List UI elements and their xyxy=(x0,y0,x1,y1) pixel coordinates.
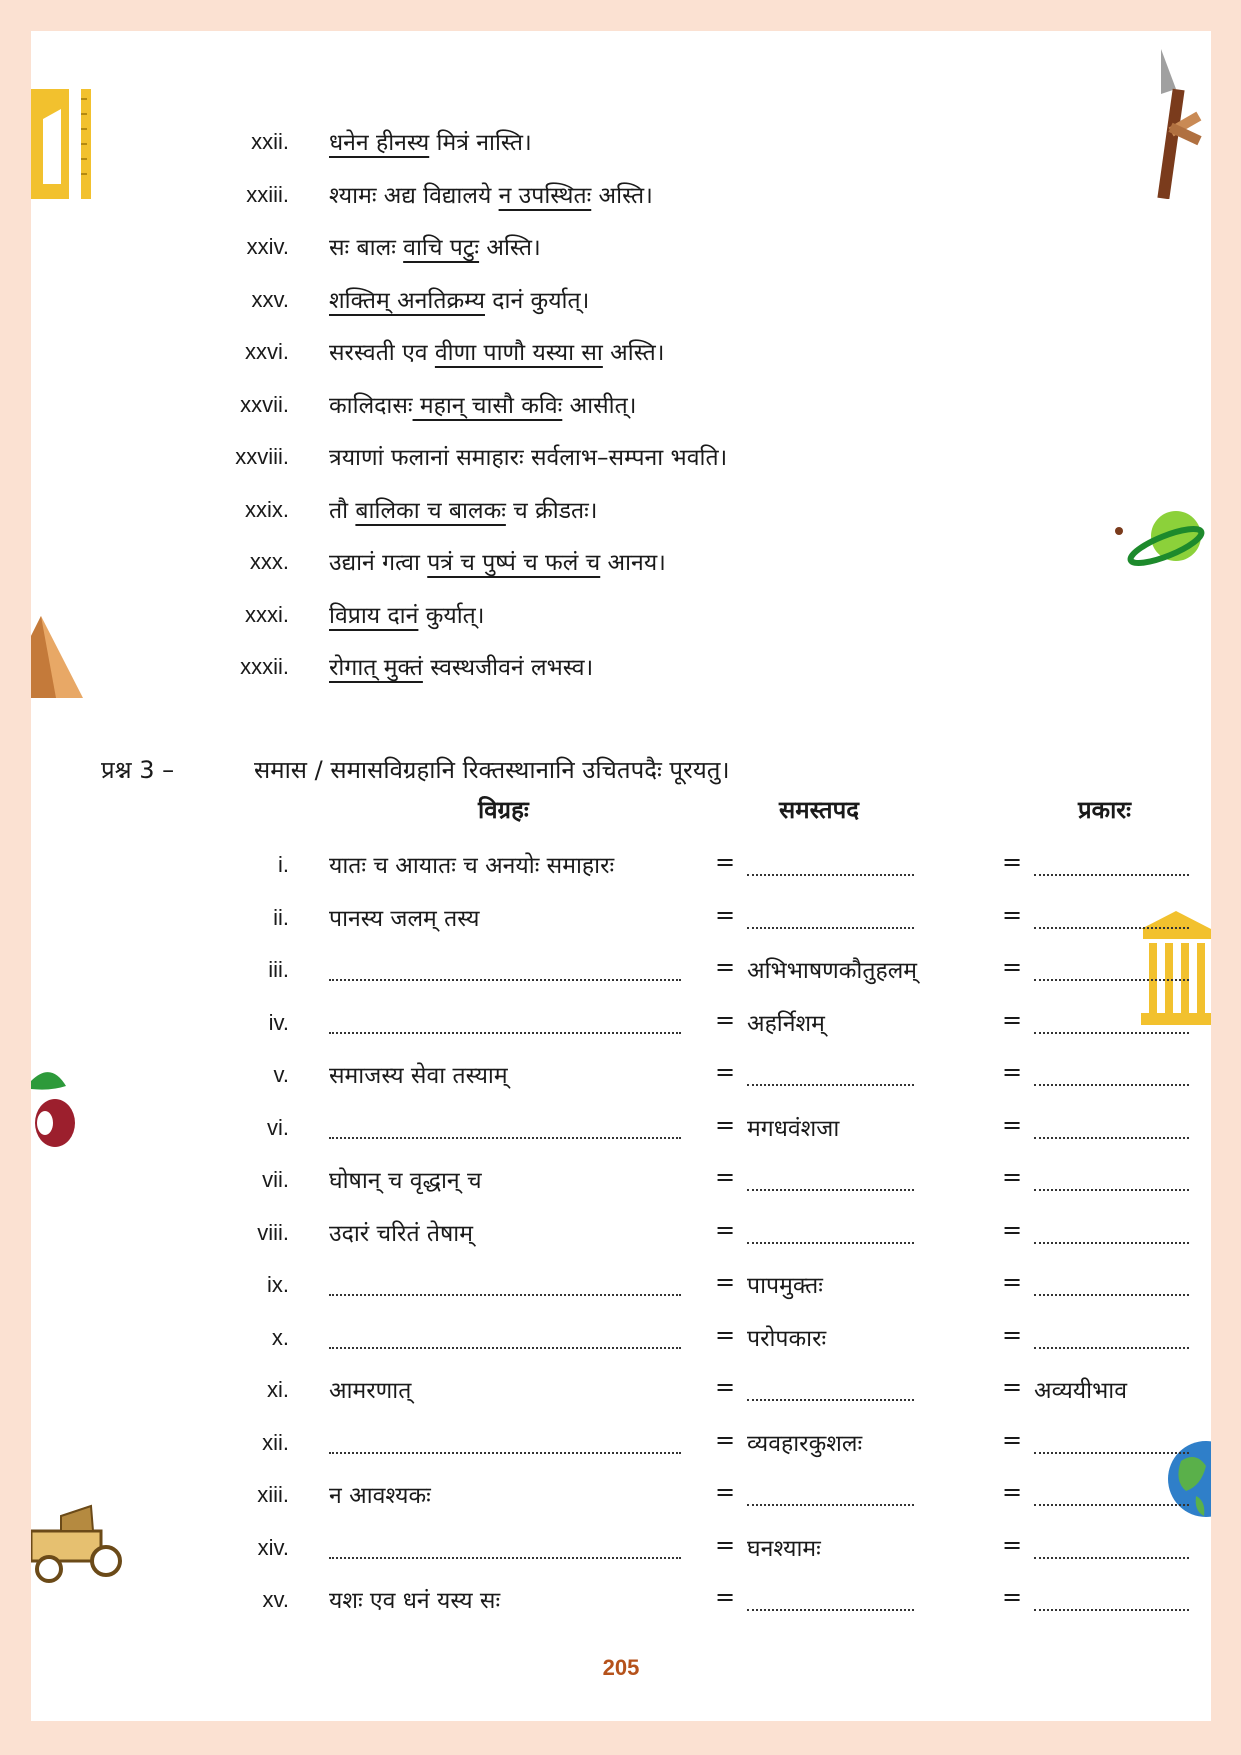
equals-sign: = xyxy=(715,1425,736,1454)
equals-sign: = xyxy=(715,1530,736,1559)
sentence-number: xxxii. xyxy=(240,654,289,679)
equals-sign: = xyxy=(715,1320,736,1349)
samastapada-blank[interactable] xyxy=(747,927,914,929)
underlined-phrase: न उपस्थितः xyxy=(498,182,592,209)
equals-sign: = xyxy=(715,1163,736,1191)
equals-sign: = xyxy=(715,1215,736,1244)
sentence-text xyxy=(329,125,532,157)
underlined-phrase: वाचि पटुः xyxy=(403,235,480,261)
row-number: xi. xyxy=(267,1377,289,1402)
textbook-page xyxy=(31,31,1211,1721)
equals-sign: = xyxy=(1002,1583,1023,1611)
cart-icon xyxy=(31,1501,126,1586)
equals-sign: = xyxy=(1002,1215,1023,1244)
vigraha-blank[interactable] xyxy=(329,1557,681,1559)
prakara-blank[interactable] xyxy=(1034,1557,1189,1559)
underlined-phrase: पत्रं च पुष्पं च फलं च xyxy=(427,550,601,576)
underlined-phrase: शक्तिम् अनतिक्रम्य xyxy=(329,287,485,314)
underlined-phrase: धनेन हीनस्य xyxy=(329,130,430,156)
prakara-blank[interactable] xyxy=(1034,979,1189,981)
sentence-number: xxviii. xyxy=(235,444,289,469)
prakara-blank[interactable] xyxy=(1034,1032,1189,1034)
sentence-number: xxv. xyxy=(251,286,289,312)
samastapada-blank[interactable] xyxy=(747,1189,914,1191)
sentence-number: xxxi. xyxy=(245,601,289,627)
vigraha-text: उदारं चरितं तेषाम् xyxy=(329,1220,473,1247)
equals-sign: = xyxy=(715,1583,736,1611)
samastapada-blank[interactable] xyxy=(747,1084,914,1086)
prakara-blank[interactable] xyxy=(1034,1504,1189,1506)
samastapada-blank[interactable] xyxy=(747,1504,914,1506)
prakara-blank[interactable] xyxy=(1034,1294,1189,1296)
planet-icon xyxy=(1111,506,1211,576)
row-number: i. xyxy=(278,852,289,877)
equals-sign: = xyxy=(1002,1530,1023,1559)
equals-sign: = xyxy=(1002,1268,1023,1296)
prakara-blank[interactable] xyxy=(1034,1242,1189,1244)
row-number: iii. xyxy=(268,957,289,982)
row-number: ii. xyxy=(273,904,289,930)
vigraha-blank[interactable] xyxy=(329,1294,681,1296)
samastapada-text: अहर्निशम् xyxy=(747,1010,825,1037)
equals-sign: = xyxy=(715,1268,736,1296)
row-number: vi. xyxy=(267,1114,289,1140)
samastapada-blank[interactable] xyxy=(747,1399,914,1401)
question-text: समास / समासविग्रहानि रिक्तस्थानानि उचितपदैः पूरयतु। xyxy=(254,756,730,784)
equals-sign: = xyxy=(1002,1425,1023,1454)
equals-sign: = xyxy=(1002,953,1023,981)
sentence-fragment: स्वस्थजीवनं लभस्व। xyxy=(422,655,594,681)
equals-sign: = xyxy=(1002,1110,1023,1139)
page-number: 205 xyxy=(602,1655,640,1680)
underlined-phrase: बालिका च बालकः xyxy=(355,497,506,524)
equals-sign: = xyxy=(715,848,736,876)
underlined-phrase: विप्राय दानं xyxy=(329,602,419,629)
sentence-fragment: श्यामः अद्य विद्यालये xyxy=(329,182,499,209)
underlined-phrase: वीणा पाणौ यस्या सा xyxy=(434,340,603,366)
ruler-icon xyxy=(31,89,101,204)
sentence-number: xxvi. xyxy=(245,339,289,364)
sentence-number: xxii. xyxy=(251,129,289,154)
sentence-fragment: अस्ति। xyxy=(479,235,541,261)
equals-sign: = xyxy=(1002,848,1023,876)
sentence-fragment: अस्ति। xyxy=(602,340,665,366)
sentence-text xyxy=(329,493,598,525)
sentence-fragment: कुर्यात्। xyxy=(418,602,485,629)
header-prakara: प्रकारः xyxy=(1078,796,1131,824)
sentence-fragment: उद्यानं गत्वा xyxy=(329,550,428,576)
sentence-fragment: दानं कुर्यात्। xyxy=(484,287,590,314)
prakara-blank[interactable] xyxy=(1034,1609,1189,1611)
row-number: x. xyxy=(271,1324,289,1350)
header-samastapada: समस्तपद xyxy=(779,796,859,824)
equals-sign: = xyxy=(715,1373,736,1401)
vigraha-blank[interactable] xyxy=(329,1347,681,1349)
samastapada-text: व्यवहारकुशलः xyxy=(747,1430,863,1457)
prakara-text: अव्ययीभाव xyxy=(1034,1378,1127,1404)
sentence-text xyxy=(329,598,485,630)
sentence-text xyxy=(329,283,589,315)
underlined-phrase: रोगात् मुक्तं xyxy=(329,655,423,681)
prakara-blank[interactable] xyxy=(1034,1137,1189,1139)
sentence-number: xxiv. xyxy=(246,234,289,259)
equals-sign: = xyxy=(715,1478,736,1506)
vigraha-text: यशः एव धनं यस्य सः xyxy=(329,1588,501,1614)
prakara-blank[interactable] xyxy=(1034,1452,1189,1454)
sentence-fragment: अस्ति। xyxy=(591,182,653,209)
equals-sign: = xyxy=(715,1110,736,1139)
sentence-text xyxy=(329,335,664,367)
row-number: v. xyxy=(273,1062,289,1087)
samastapada-blank[interactable] xyxy=(747,874,914,876)
sentence-fragment: च क्रीडतः। xyxy=(505,497,598,524)
samastapada-text: परोपकारः xyxy=(747,1325,827,1352)
sentence-fragment: कालिदासः xyxy=(329,392,413,419)
sentence-text xyxy=(329,545,666,577)
prakara-blank[interactable] xyxy=(1034,927,1189,929)
samastapada-text: घनश्यामः xyxy=(747,1535,821,1562)
header-vigraha: विग्रहः xyxy=(478,796,529,824)
sentence-number: xxix. xyxy=(245,496,289,522)
vigraha-text: आमरणात् xyxy=(329,1378,412,1404)
equals-sign: = xyxy=(1002,1005,1023,1034)
vigraha-text: समाजस्य सेवा तस्याम् xyxy=(329,1063,508,1089)
sentence-fragment: आनय। xyxy=(600,550,666,576)
prakara-blank[interactable] xyxy=(1034,874,1189,876)
row-number: vii. xyxy=(262,1167,289,1192)
row-number: xiii. xyxy=(257,1482,289,1507)
equals-sign: = xyxy=(715,1005,736,1034)
prakara-blank[interactable] xyxy=(1034,1084,1189,1086)
row-number: xv. xyxy=(262,1587,289,1612)
row-number: ix. xyxy=(267,1272,289,1297)
sentence-text xyxy=(329,178,653,210)
equals-sign: = xyxy=(1002,1058,1023,1086)
prakara-blank[interactable] xyxy=(1034,1189,1189,1191)
row-number: viii. xyxy=(257,1219,289,1245)
sentence-fragment: तौ xyxy=(329,497,356,524)
sentence-text xyxy=(329,650,593,682)
equals-sign: = xyxy=(715,1058,736,1086)
samastapada-text: अभिभाषणकौतुहलम् xyxy=(747,958,918,984)
cherries-icon xyxy=(31,1061,86,1156)
row-number: xiv. xyxy=(257,1534,289,1560)
samastapada-blank[interactable] xyxy=(747,1242,914,1244)
equals-sign: = xyxy=(715,953,736,981)
row-number: iv. xyxy=(268,1009,289,1035)
prakara-blank[interactable] xyxy=(1034,1347,1189,1349)
pencil-icon xyxy=(1151,49,1211,199)
vigraha-text: घोषान् च वृद्धान् च xyxy=(329,1168,482,1194)
vigraha-blank[interactable] xyxy=(329,1032,681,1034)
globe-icon xyxy=(1166,1441,1211,1526)
row-number: xii. xyxy=(262,1429,289,1455)
question-label: प्रश्न 3 – xyxy=(101,756,175,784)
sentence-fragment: आसीत्। xyxy=(562,392,637,419)
underlined-phrase: महान् चासौ कविः xyxy=(412,392,563,419)
samastapada-text: पापमुक्तः xyxy=(747,1273,823,1299)
sentence-text xyxy=(329,230,541,262)
sentence-fragment: सः बालः xyxy=(329,235,404,261)
vigraha-text: पानस्य जलम् तस्य xyxy=(329,905,480,932)
vigraha-blank[interactable] xyxy=(329,1137,681,1139)
pyramid-icon xyxy=(31,616,86,701)
vigraha-blank[interactable] xyxy=(329,979,681,981)
sentence-text xyxy=(329,440,727,472)
equals-sign: = xyxy=(1002,1478,1023,1506)
sentence-fragment: त्रयाणां फलानां समाहारः सर्वलाभ–सम्पना भवति। xyxy=(329,445,728,471)
sentence-fragment: मित्रं नास्ति। xyxy=(429,130,532,156)
vigraha-text: न आवश्यकः xyxy=(329,1483,431,1509)
equals-sign: = xyxy=(1002,1163,1023,1191)
equals-sign: = xyxy=(1002,1320,1023,1349)
equals-sign: = xyxy=(1002,1373,1023,1401)
samastapada-text: मगधवंशजा xyxy=(747,1115,840,1142)
sentence-number: xxiii. xyxy=(246,181,289,207)
sentence-number: xxvii. xyxy=(240,391,289,417)
equals-sign: = xyxy=(1002,900,1023,929)
samastapada-blank[interactable] xyxy=(747,1609,914,1611)
equals-sign: = xyxy=(715,900,736,929)
vigraha-blank[interactable] xyxy=(329,1452,681,1454)
sentence-text xyxy=(329,388,636,420)
sentence-number: xxx. xyxy=(249,549,289,574)
sentence-fragment: सरस्वती एव xyxy=(329,340,435,366)
vigraha-text: यातः च आयातः च अनयोः समाहारः xyxy=(329,853,615,879)
